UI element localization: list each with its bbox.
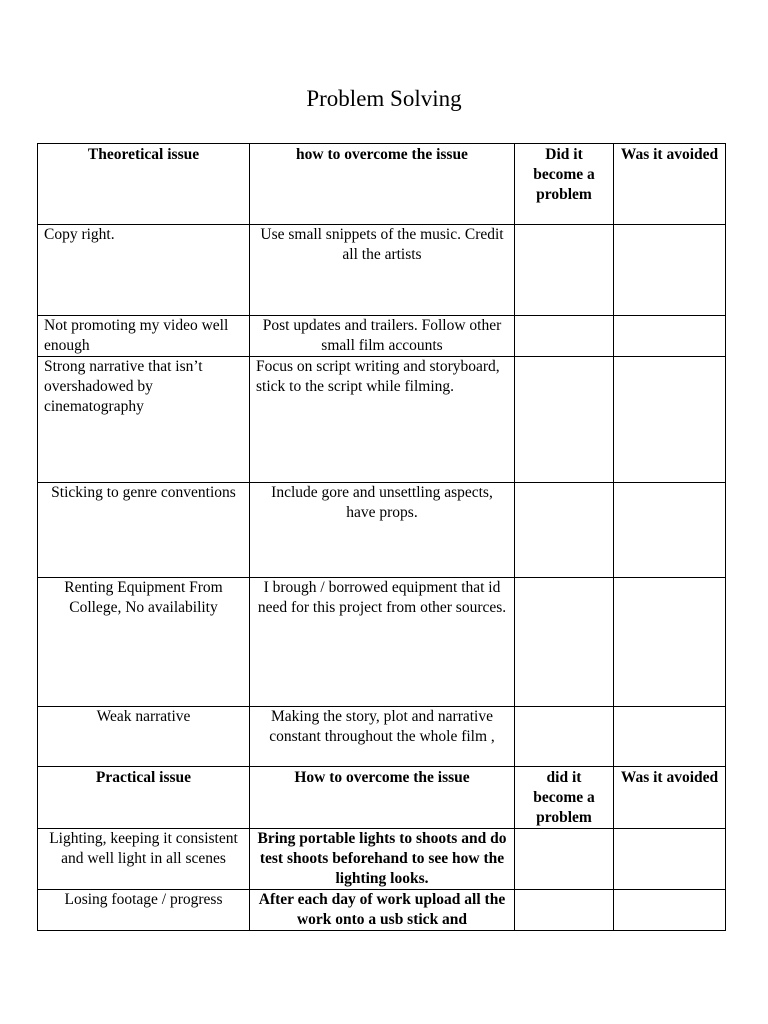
- avoided-cell: [614, 357, 726, 483]
- problem-cell: [515, 578, 614, 707]
- avoided-cell: [614, 316, 726, 357]
- table-row: [38, 225, 726, 316]
- solution-cell: Post updates and trailers. Follow other small film accounts: [250, 316, 515, 357]
- issue-cell: Not promoting my video well enough: [38, 316, 250, 357]
- avoided-cell: [614, 890, 726, 931]
- issue-cell: Lighting, keeping it consistent and well light in all scenes: [38, 829, 250, 890]
- problem-cell: [515, 707, 614, 767]
- problem-cell: [515, 316, 614, 357]
- theoretical-header-row: [38, 144, 726, 225]
- header-how-to-overcome: how to overcome the issue: [250, 144, 515, 225]
- table-row: [38, 707, 726, 767]
- table-row: [38, 316, 726, 357]
- solution-cell: Use small snippets of the music. Credit all the artists: [250, 225, 515, 316]
- header-did-it-become-problem: did it become a problem: [515, 767, 614, 829]
- problem-cell: [515, 829, 614, 890]
- problem-cell: [515, 890, 614, 931]
- header-practical-issue: Practical issue: [38, 767, 250, 829]
- solution-cell: Include gore and unsettling aspects, have props.: [250, 483, 515, 578]
- problem-cell: [515, 483, 614, 578]
- solution-cell: After each day of work upload all the work onto a usb stick and: [250, 890, 515, 931]
- table-row: [38, 829, 726, 890]
- table-row: [38, 578, 726, 707]
- header-was-it-avoided: Was it avoided: [614, 767, 726, 829]
- issue-cell: Losing footage / progress: [38, 890, 250, 931]
- issue-cell: Weak narrative: [38, 707, 250, 767]
- solution-cell: Bring portable lights to shoots and do test shoots beforehand to see how the lighting looks.: [250, 829, 515, 890]
- issue-cell: Strong narrative that isn’t overshadowed by cinematography: [38, 357, 250, 483]
- problem-solving-table: [37, 143, 726, 931]
- avoided-cell: [614, 225, 726, 316]
- header-was-it-avoided: Was it avoided: [614, 144, 726, 225]
- issue-cell: Sticking to genre conventions: [38, 483, 250, 578]
- practical-header-row: [38, 767, 726, 829]
- solution-cell: I brough / borrowed equipment that id need for this project from other sources.: [250, 578, 515, 707]
- problem-cell: [515, 357, 614, 483]
- solution-cell: Focus on script writing and storyboard, stick to the script while filming.: [250, 357, 515, 483]
- solution-cell: Making the story, plot and narrative constant throughout the whole film ,: [250, 707, 515, 767]
- header-theoretical-issue: Theoretical issue: [38, 144, 250, 225]
- table-row: [38, 890, 726, 931]
- avoided-cell: [614, 578, 726, 707]
- avoided-cell: [614, 483, 726, 578]
- header-how-to-overcome: How to overcome the issue: [250, 767, 515, 829]
- issue-cell: Renting Equipment From College, No availability: [38, 578, 250, 707]
- problem-cell: [515, 225, 614, 316]
- table-row: [38, 357, 726, 483]
- avoided-cell: [614, 707, 726, 767]
- page-title: Problem Solving: [306, 86, 462, 111]
- avoided-cell: [614, 829, 726, 890]
- table-row: [38, 483, 726, 578]
- issue-cell: Copy right.: [38, 225, 250, 316]
- header-did-it-become-problem: Did it become a problem: [515, 144, 614, 225]
